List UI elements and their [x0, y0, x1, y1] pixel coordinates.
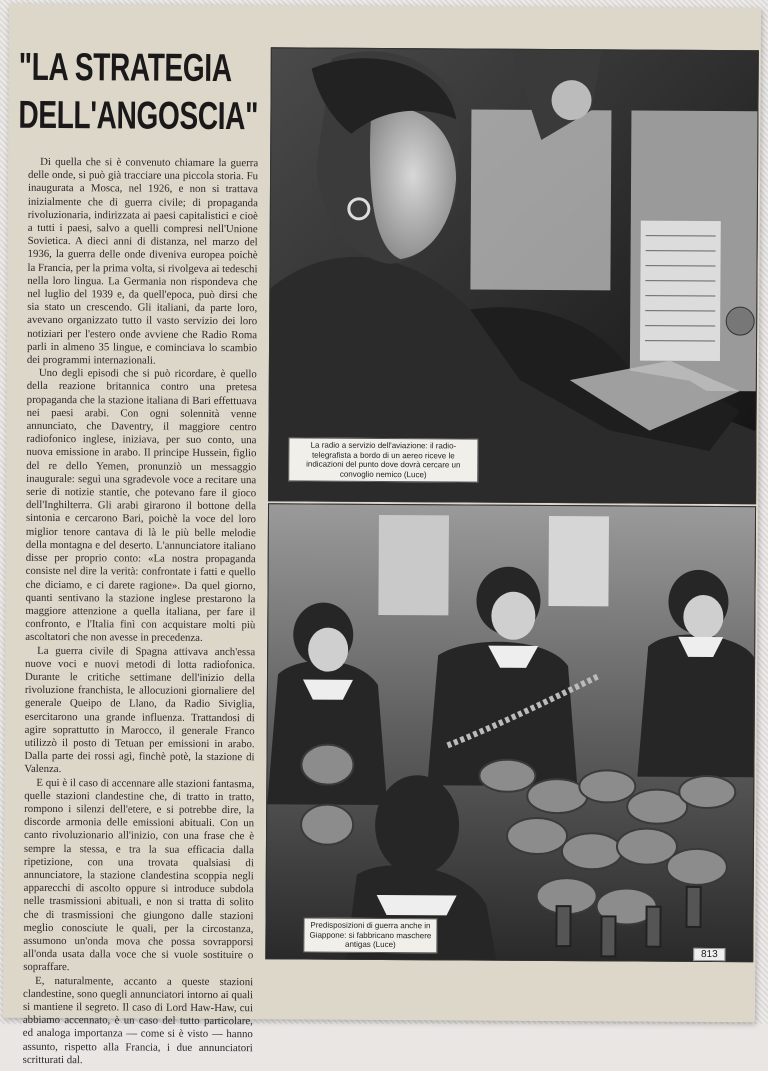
article-paragraph: E, naturalmente, accanto a queste stazioni clandestine, sono quegli annunciatori intorno ai quali si mantiene il segreto. Il caso di Lord Haw-Haw, cui abbiamo accennato, è un caso del tutto particolare, ed analoga importanza — come si è visto — hanno assunto, rispetto alla Francia, i due annunciatori scritturati dal. — [23, 974, 254, 1068]
article-paragraph: La guerra civile di Spagna attivava anch'essa nuove voci e nuovi metodi di lotta radiofonica. Durante le critiche settimane dell'inizio della rivoluzione franchista, le allocuzioni giornaliere del generale Queipo de Llano, da Radio Siviglia, esercitarono una grande influenza. Trattandosi di agire soprattutto in Marocco, il generale Franco utilizzò il posto di Tetuan per emissioni in arabo. Dalla parte dei rossi agì, finchè potè, la stazione di Valenza. — [24, 644, 255, 777]
article-paragraph: E qui è il caso di accennare alle stazioni fantasma, quelle stazioni clandestine che, di tratto in tratto, rompono i silenzi dell'etere, e si potrebbe dire, la discorde armonia delle emissioni abituali. Con un canto rivoluzionario all'inizio, con una frase che è sempre la stessa, e tra la sua efficacia dalla ripetizione, con una trovata qualsiasi di annunciatore, la stazione clandestina scoppia negli apparecchi di ascolto oppure si introduce subdola nelle trasmissioni abituali, e non si tratta di solito che di trasmissioni che giungono dalle stazioni meglio conosciute le quali, per la circostanza, assumono un'onda mova che possa sovrapporsi all'onda usata dalla voce che si vuole sostituire o sopraffare. — [23, 776, 254, 975]
radio-operator-illustration — [269, 48, 758, 503]
article-paragraph: Di quella che si è convenuto chiamare la guerra delle onde, si può già tracciare una piccola storia. Fu inaugurata a Mosca, nel 1926, e non si trattava inizialmente che di guerra civile; di propaganda rivoluzionaria, indirizzata ai paesi capitalistici e cioè a tutti i paesi, salvo a quelli compresi nell'Unione Sovietica. A dieci anni di distanza, nel marzo del 1936, la guerra delle onde diveniva europea poichè la Francia, per la prima volta, si rivolgeva ai tedeschi nella loro lingua. La Germania non rispondeva che nel luglio del 1939 e, da quell'epoca, può dirsi che sia stato un crescendo. Gli italiani, da parte loro, avevano organizzato tutto il vasto servizio dei loro notiziari per l'estero onde avviene che Radio Roma parli in almeno 35 lingue, e cominciava lo scambio dei programmi internazionali. — [27, 156, 258, 369]
photo-gas-mask-factory — [265, 503, 756, 962]
title-line-2: DELL'ANGOSCIA" — [18, 92, 256, 141]
photo-radio-operator — [268, 47, 759, 504]
title-line-1: "LA STRATEGIA — [19, 44, 257, 93]
gas-mask-factory-illustration — [266, 504, 755, 961]
magazine-page — [3, 4, 761, 1023]
photo-bottom-caption: Predisposizioni di guerra anche in Giappone: si fabbricano maschere antigas (Luce) — [303, 918, 437, 953]
article-paragraph: Uno degli episodi che si può ricordare, è quello della reazione britannica contro una pretesa propaganda che la stazione italiana di Bari effettuava nei paesi arabi. Con ogni solennità venne annunciato, che Daventry, il maggiore centro radiofonico inglese, iniziava, per suo conto, una nuova emissione in arabo. Il principe Hussein, figlio del re dello Yemen, pronunziò un messaggio inaugurale: seguì una sgradevole voce a recitare una serie di notizie stantie, che potevano fare il gioco dell'Inghilterra. Gli arabi girarono il bottone della sintonia e cercarono Bari, poichè la voce del loro miglior tenore cantava di là le più belle melodie della montagna e del deserto. L'annunciatore italiano disse per proprio conto: «La nostra propaganda consiste nel dire la verità: confrontate i fatti e quello che diciamo, e ci darete ragione». Da quel giorno, quanti sentivano la stazione inglese prestarono la maggiore attenzione a quella italiana, per fare il confronto, e l'Italia finì con acquistare molti più ascoltatori che non avesse in precedenza. — [25, 367, 257, 646]
photo-top-caption: La radio a servizio dell'aviazione: il radio-telegrafista a bordo di un aereo riceve le indicazioni del punto dove dovrà cercare un convoglio nemico (Luce) — [288, 437, 478, 482]
page-number: 813 — [693, 948, 725, 961]
article-title — [18, 44, 256, 141]
article-body — [23, 156, 258, 1002]
